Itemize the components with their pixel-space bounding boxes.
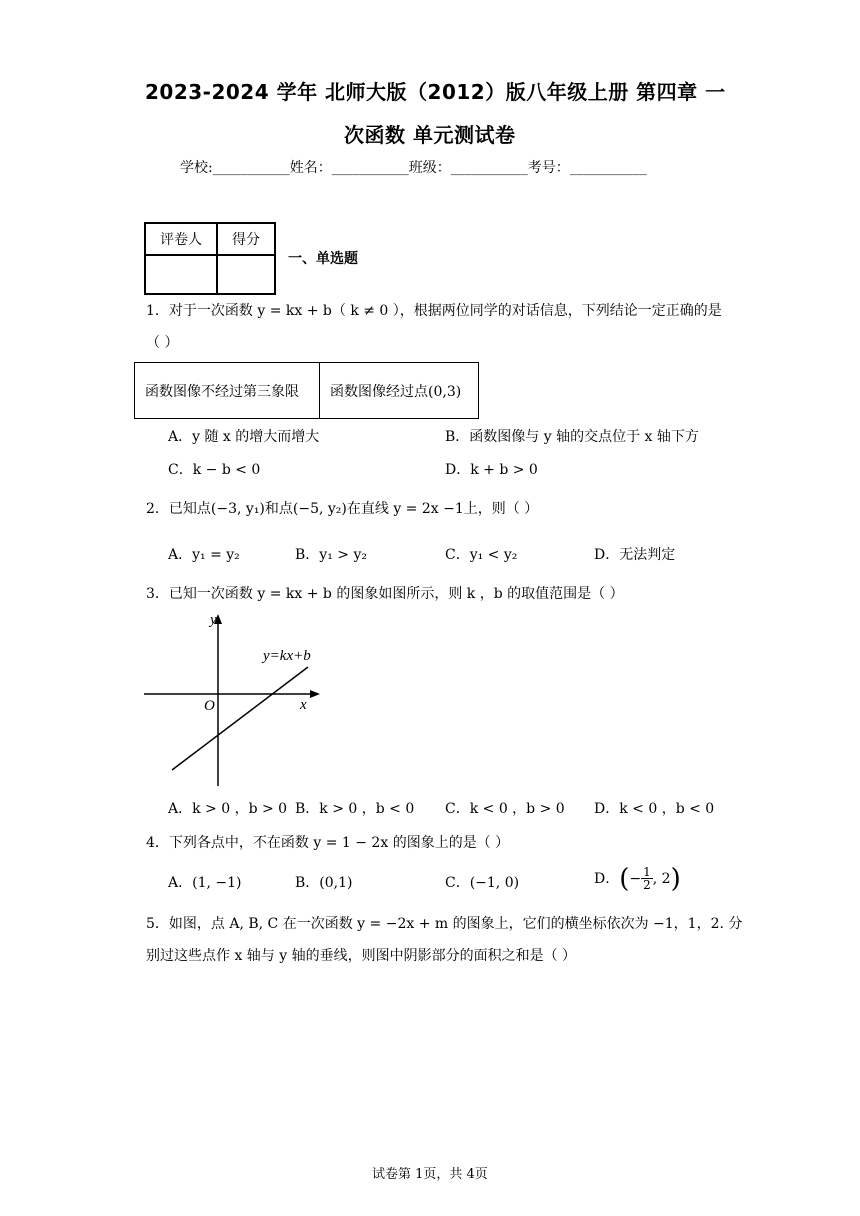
q1-info-cell-1: 函数图像不经过第三象限	[135, 363, 320, 419]
q4-option-d[interactable]	[594, 863, 681, 894]
q4-option-d-label: D．	[594, 870, 620, 887]
line-label: y=kx+b	[263, 648, 311, 664]
q2-stem: 2．已知点(−3, y₁)和点(−5, y₂)在直线 y = 2x −1上，则（ ）	[146, 501, 539, 517]
q3-graph	[140, 610, 330, 790]
q5-stem-cont: 别过这些点作 x 轴与 y 轴的垂线，则图中阴影部分的面积之和是（ ）	[146, 948, 577, 964]
x-axis-label: x	[300, 697, 307, 713]
y-axis-label: y	[210, 612, 217, 628]
title-line-2: 次函数 单元测试卷	[344, 123, 516, 147]
q1-option-b[interactable]: B．函数图像与 y 轴的交点位于 x 轴下方	[445, 429, 699, 445]
q3-option-d[interactable]: D．k < 0 ，b < 0	[594, 801, 715, 817]
page-footer: 试卷第 1页，共 4页	[372, 1167, 488, 1182]
q4-option-d-num: 1	[643, 865, 651, 879]
reviewer-cell[interactable]	[145, 255, 217, 294]
q2-option-d[interactable]: D．无法判定	[594, 547, 676, 563]
q4-option-d-lparen: (	[619, 863, 630, 894]
x-axis-arrow	[310, 690, 320, 698]
reviewer-header: 评卷人	[145, 223, 217, 255]
q3-option-c[interactable]: C．k < 0 ，b > 0	[445, 801, 565, 817]
origin-label: O	[204, 698, 215, 714]
q4-option-d-rest: , 2	[652, 870, 671, 887]
q3-option-a[interactable]: A．k > 0 ，b > 0	[168, 801, 288, 817]
q4-stem: 4．下列各点中，不在函数 y = 1 − 2x 的图象上的是（ ）	[146, 835, 510, 851]
q1-option-c[interactable]: C．k − b < 0	[168, 462, 261, 478]
q2-option-b[interactable]: B．y₁ > y₂	[295, 547, 367, 563]
q4-option-d-fraction	[641, 866, 653, 891]
q4-option-b[interactable]: B．(0,1)	[295, 875, 353, 891]
q1-info-table	[134, 362, 479, 419]
q3-stem: 3．已知一次函数 y = kx + b 的图象如图所示，则 k ，b 的取值范围是（ ）	[146, 586, 624, 602]
score-cell[interactable]	[217, 255, 275, 294]
student-info-line: 学校:___________姓名：___________班级：___________考号：___________	[180, 160, 647, 176]
q4-option-d-minus: −	[629, 870, 642, 887]
q4-option-d-den: 2	[643, 878, 651, 892]
q4-option-c[interactable]: C．(−1, 0)	[445, 875, 520, 891]
q2-option-a[interactable]: A．y₁ = y₂	[168, 547, 240, 563]
q1-option-a[interactable]: A．y 随 x 的增大而增大	[168, 429, 320, 445]
title-line-1: 2023-2024 学年 北师大版（2012）版八年级上册 第四章 一	[145, 80, 726, 104]
function-line	[172, 667, 308, 770]
q3-option-b[interactable]: B．k > 0 ，b < 0	[295, 801, 415, 817]
q1-option-d[interactable]: D．k + b > 0	[445, 462, 538, 478]
q2-option-c[interactable]: C．y₁ < y₂	[445, 547, 518, 563]
q4-option-a[interactable]: A．(1, −1)	[168, 875, 242, 891]
score-header: 得分	[217, 223, 275, 255]
q1-stem: 1．对于一次函数 y = kx + b（ k ≠ 0 ），根据两位同学的对话信息，下列结论一定正确的是	[146, 303, 722, 319]
section-title: 一、单选题	[288, 251, 358, 267]
q4-option-d-rparen: )	[670, 863, 681, 894]
q1-stem-cont: （ ）	[146, 335, 179, 351]
grade-table	[144, 222, 276, 295]
q5-stem: 5．如图，点 A, B, C 在一次函数 y = −2x + m 的图象上，它们的横坐标依次为 −1，1，2. 分	[146, 916, 743, 932]
q1-info-cell-2: 函数图像经过点(0,3)	[320, 363, 479, 419]
